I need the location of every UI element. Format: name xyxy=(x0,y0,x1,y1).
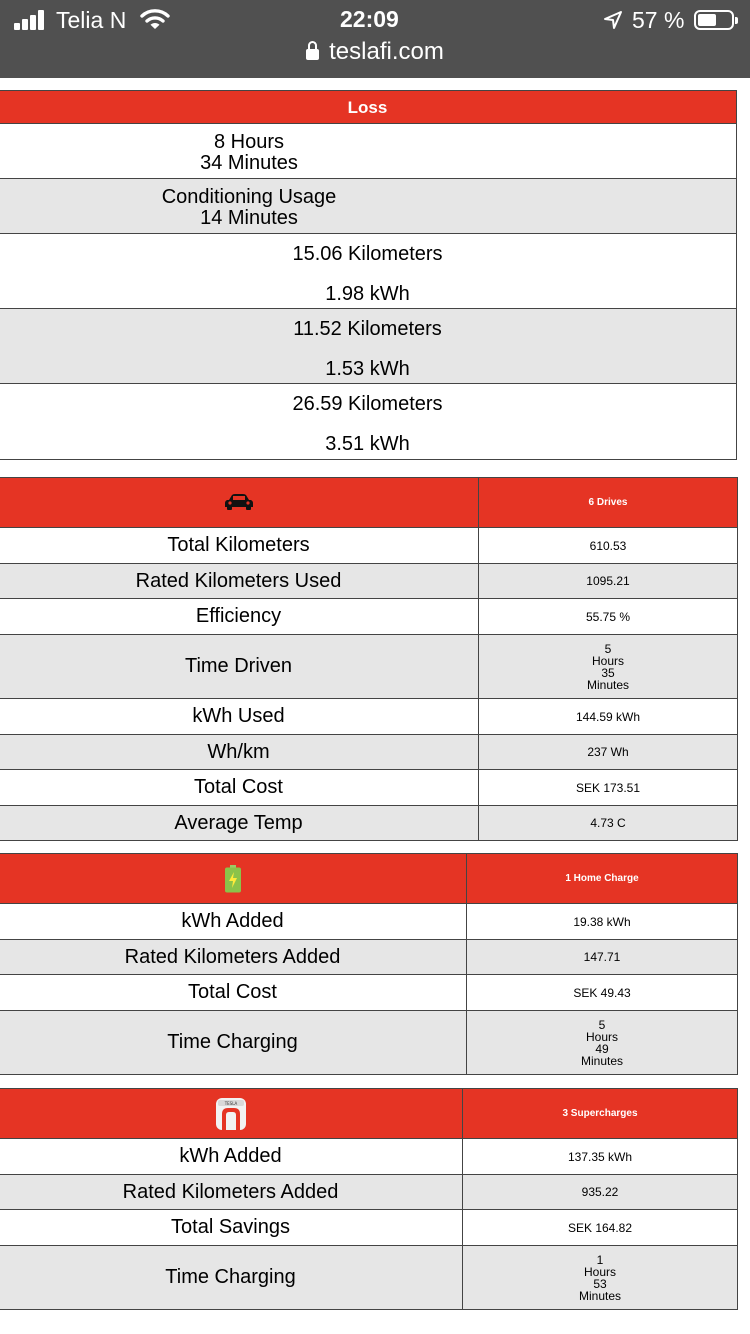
rated-km-used-label: Rated Kilometers Used xyxy=(0,564,479,599)
total-cost-value: SEK 173.51 xyxy=(479,770,738,806)
home-charge-count: 1 Home Charge xyxy=(467,854,738,904)
rated-km-added-label: Rated Kilometers Added xyxy=(0,940,467,975)
kwh-added-label: kWh Added xyxy=(0,1139,463,1175)
supercharger-icon xyxy=(214,1097,248,1131)
kwh-added-value: 137.35 kWh xyxy=(463,1139,738,1175)
battery-level-fill xyxy=(698,14,716,26)
address-bar[interactable] xyxy=(0,38,750,66)
loss-row-distance-total xyxy=(0,384,736,459)
wifi-icon xyxy=(140,7,170,31)
battery-icon xyxy=(694,10,734,30)
loss-km: 26.59 Kilometers xyxy=(292,393,443,415)
loss-row-conditioning xyxy=(0,179,736,234)
total-km-value: 610.53 xyxy=(479,528,738,564)
status-bar xyxy=(0,0,750,40)
rated-km-added-value: 935.22 xyxy=(463,1175,738,1210)
wh-per-km-value: 237 Wh xyxy=(479,735,738,770)
rated-km-added-value: 147.71 xyxy=(467,940,738,975)
battery-percent: 57 % xyxy=(632,7,685,33)
time-charging-value: 5 Hours 49 Minutes xyxy=(467,1011,738,1075)
kwh-added-value: 19.38 kWh xyxy=(467,904,738,940)
average-temp-label: Average Temp xyxy=(0,806,479,841)
home-charge-icon-cell xyxy=(0,854,467,904)
rated-km-used-value: 1095.21 xyxy=(479,564,738,599)
total-savings-value: SEK 164.82 xyxy=(463,1210,738,1246)
loss-hours: 8 Hours xyxy=(213,131,285,153)
total-cost-label: Total Cost xyxy=(0,975,467,1011)
url-text: teslafi.com xyxy=(329,38,444,65)
kwh-added-label: kWh Added xyxy=(0,904,467,940)
loss-row-time xyxy=(0,124,736,179)
rated-km-added-label: Rated Kilometers Added xyxy=(0,1175,463,1210)
cellular-signal-icon xyxy=(14,10,48,30)
loss-kwh: 1.98 kWh xyxy=(325,283,410,305)
supercharger-icon-text: TESLA xyxy=(224,1100,237,1106)
loss-row-distance-2 xyxy=(0,309,736,384)
location-arrow-icon xyxy=(603,10,623,30)
supercharges-icon-cell xyxy=(0,1089,463,1139)
conditioning-minutes: 14 Minutes xyxy=(200,207,298,229)
loss-minutes: 34 Minutes xyxy=(200,152,298,174)
time-charging-label: Time Charging xyxy=(0,1246,463,1310)
loss-km: 11.52 Kilometers xyxy=(293,318,442,340)
loss-km: 15.06 Kilometers xyxy=(292,243,443,265)
time-driven-value: 5 Hours 35 Minutes xyxy=(479,635,738,699)
home-charge-table xyxy=(0,853,738,1075)
total-savings-label: Total Savings xyxy=(0,1210,463,1246)
kwh-used-label: kWh Used xyxy=(0,699,479,735)
browser-top-bar xyxy=(0,0,750,78)
battery-charging-icon xyxy=(224,865,242,893)
efficiency-value: 55.75 % xyxy=(479,599,738,635)
efficiency-label: Efficiency xyxy=(0,599,479,635)
clock: 22:09 xyxy=(340,6,399,32)
loss-kwh: 3.51 kWh xyxy=(325,433,410,455)
average-temp-value: 4.73 C xyxy=(479,806,738,841)
loss-row-distance-1 xyxy=(0,234,736,309)
drives-count: 6 Drives xyxy=(479,478,738,528)
time-charging-value: 1 Hours 53 Minutes xyxy=(463,1246,738,1310)
total-cost-label: Total Cost xyxy=(0,770,479,806)
conditioning-label: Conditioning Usage xyxy=(161,186,337,208)
drives-icon-cell xyxy=(0,478,479,528)
loss-table xyxy=(0,90,737,460)
total-cost-value: SEK 49.43 xyxy=(467,975,738,1011)
loss-kwh: 1.53 kWh xyxy=(325,358,410,380)
total-km-label: Total Kilometers xyxy=(0,528,479,564)
carrier-name: Telia N xyxy=(56,7,127,33)
car-icon xyxy=(224,493,254,511)
lock-icon xyxy=(306,49,319,60)
loss-title: Loss xyxy=(0,91,736,124)
supercharges-count: 3 Supercharges xyxy=(463,1089,738,1139)
wh-per-km-label: Wh/km xyxy=(0,735,479,770)
drives-table xyxy=(0,477,738,841)
time-driven-label: Time Driven xyxy=(0,635,479,699)
supercharges-table xyxy=(0,1088,738,1310)
time-charging-label: Time Charging xyxy=(0,1011,467,1075)
kwh-used-value: 144.59 kWh xyxy=(479,699,738,735)
